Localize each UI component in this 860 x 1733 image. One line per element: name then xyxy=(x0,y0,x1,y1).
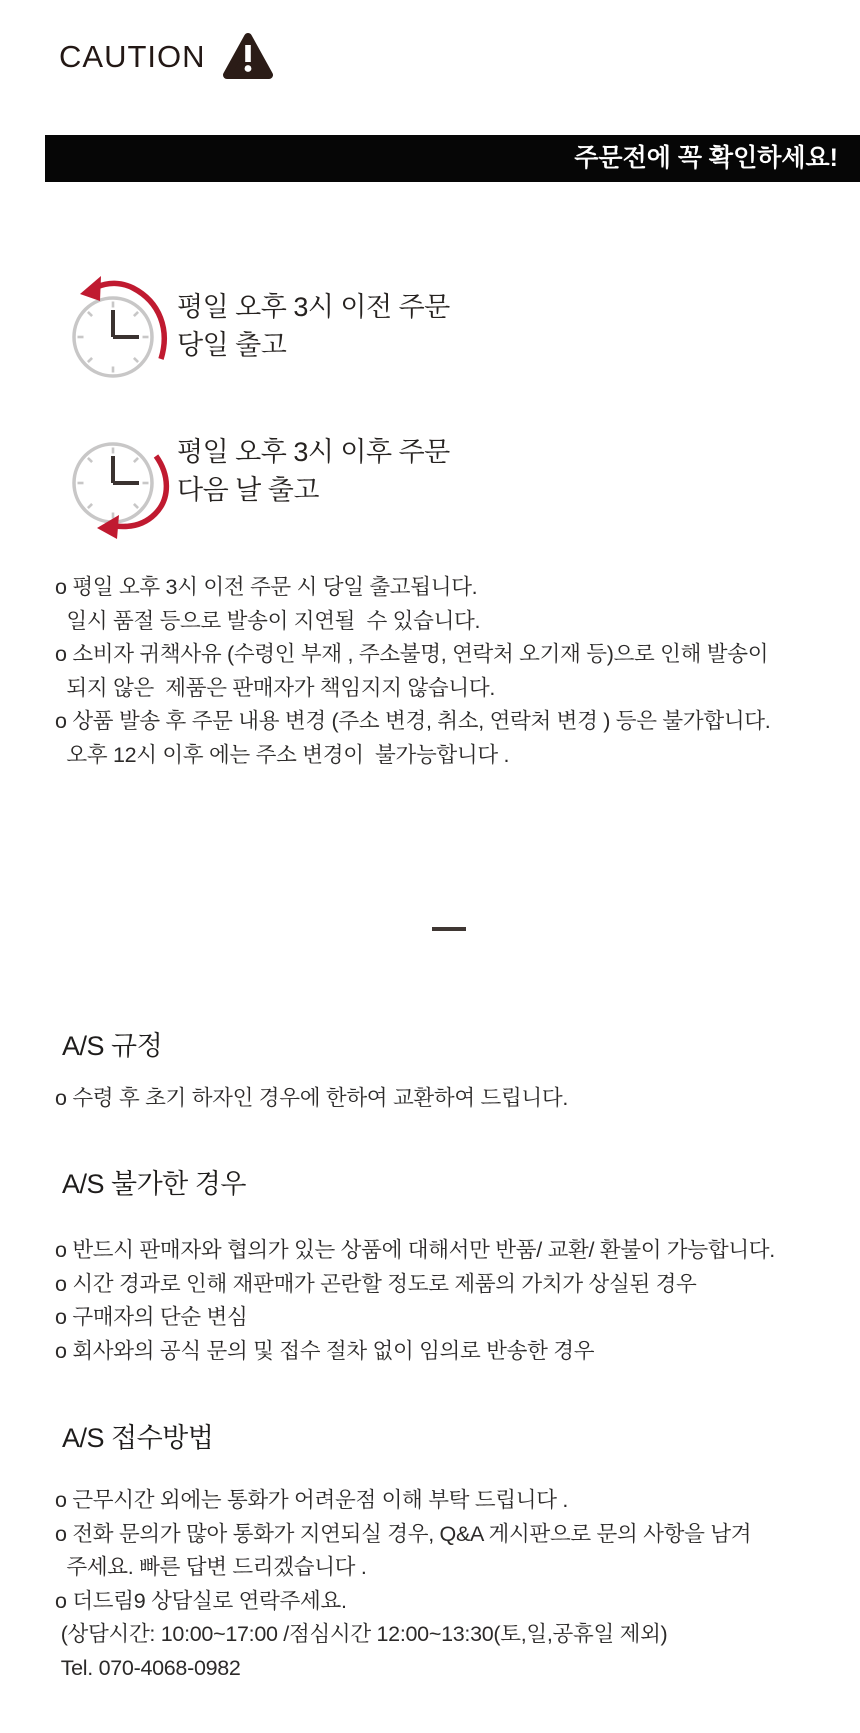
notice-line: 되지 않은 제품은 판매자가 책임지지 않습니다. xyxy=(55,675,495,700)
clockwise-arrow xyxy=(97,456,166,539)
dispatch-after-line2: 다음 날 출고 xyxy=(177,475,319,505)
notice-line: o 회사와의 공식 문의 및 접수 절차 없이 임의로 반송한 경우 xyxy=(55,1338,595,1363)
notice-line: Tel. 070-4068-0982 xyxy=(55,1655,241,1680)
notice-line: o 더드림9 상담실로 연락주세요. xyxy=(55,1588,347,1613)
notice-line: o 상품 발송 후 주문 내용 변경 (주소 변경, 취소, 연락처 변경 ) 등은 불가합니다. xyxy=(55,709,771,733)
dispatch-after-text xyxy=(177,433,450,509)
caution-header xyxy=(59,32,274,82)
section-divider xyxy=(432,927,466,931)
dispatch-after-line1: 평일 오후 3시 이후 주문 xyxy=(177,437,450,467)
caution-title: CAUTION xyxy=(59,39,206,74)
notice-line: o 반드시 판매자와 협의가 있는 상품에 대해서만 반품/ 교환/ 환불이 가능합니다. xyxy=(55,1238,775,1262)
dispatch-before-line1: 평일 오후 3시 이전 주문 xyxy=(177,292,450,322)
notice-line: o 수령 후 초기 하자인 경우에 한하여 교환하여 드립니다. xyxy=(55,1086,569,1110)
warning-triangle-icon xyxy=(222,32,274,82)
notice-line: o 전화 문의가 많아 통화가 지연되실 경우, Q&A 게시판으로 문의 사항을 남겨 xyxy=(55,1521,752,1546)
as-rules-body xyxy=(55,1082,568,1116)
as-apply-heading: A/S 접수방법 xyxy=(62,1423,214,1453)
as-apply-body xyxy=(55,1484,751,1685)
banner-label: 주문전에 꼭 확인하세요! xyxy=(574,144,838,172)
notice-line: 오후 12시 이후 에는 주소 변경이 불가능합니다 . xyxy=(55,742,510,767)
notice-line: o 근무시간 외에는 통화가 어려운점 이해 부탁 드립니다 . xyxy=(55,1488,569,1512)
notice-line: 주세요. 빠른 답변 드리겠습니다 . xyxy=(55,1555,367,1579)
order-check-banner xyxy=(45,135,860,182)
as-rules-heading: A/S 규정 xyxy=(62,1031,163,1061)
shipping-notes xyxy=(55,571,770,772)
notice-line: o 평일 오후 3시 이전 주문 시 당일 출고됩니다. xyxy=(55,575,478,599)
notice-line: o 시간 경과로 인해 재판매가 곤란할 정도로 제품의 가치가 상실된 경우 xyxy=(55,1271,697,1296)
as-not-allowed-body xyxy=(55,1234,775,1368)
dispatch-before-line2: 당일 출고 xyxy=(177,330,287,360)
as-not-allowed-heading: A/S 불가한 경우 xyxy=(62,1169,246,1199)
clock-counterclockwise-icon xyxy=(53,270,177,394)
dispatch-before-text xyxy=(177,288,450,364)
notice-line: o 소비자 귀책사유 (수령인 부재 , 주소불명, 연락처 오기재 등)으로 인해 발송이 xyxy=(55,642,769,666)
notice-line: 일시 품절 등으로 발송이 지연될 수 있습니다. xyxy=(55,608,481,633)
notice-line: o 구매자의 단순 변심 xyxy=(55,1305,248,1329)
notice-line: (상담시간: 10:00~17:00 /점심시간 12:00~13:30(토,일,공휴일 제외) xyxy=(55,1622,668,1646)
clock-clockwise-icon xyxy=(53,416,177,540)
